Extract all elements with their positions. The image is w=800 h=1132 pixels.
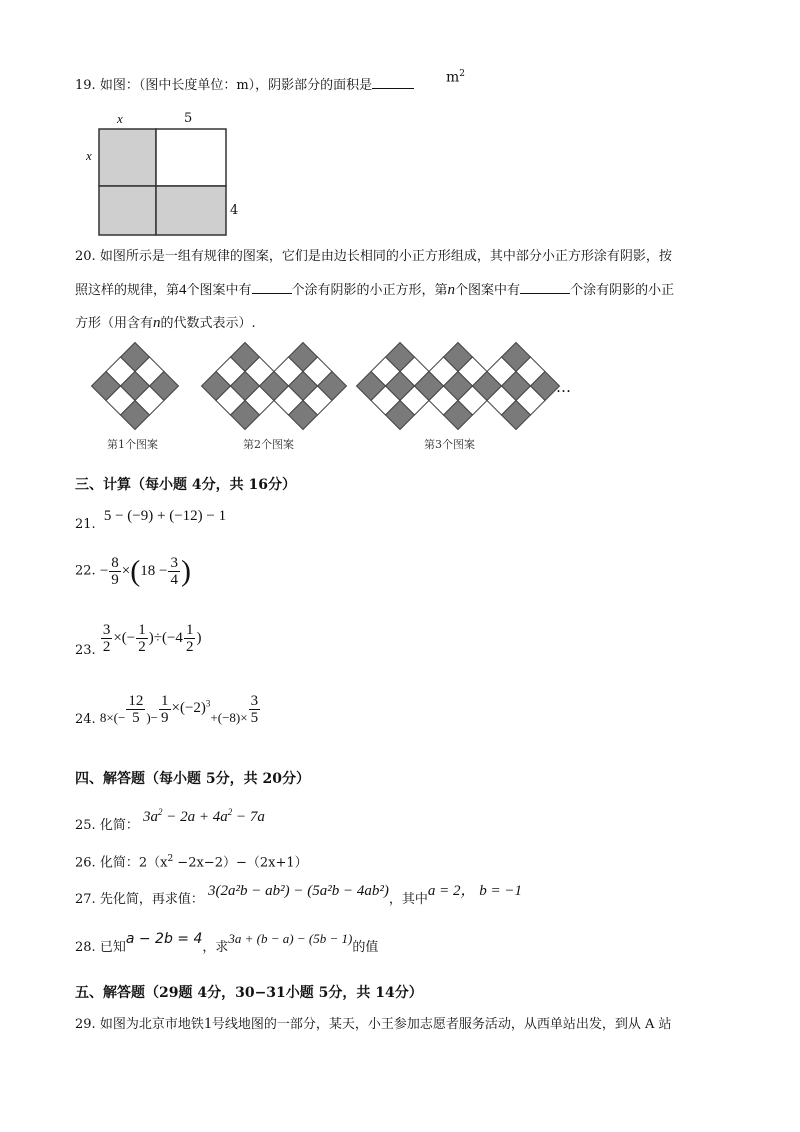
text: 如图为北京市地铁 [99, 1017, 204, 1032]
number-1: 1 [203, 1015, 212, 1032]
denominator: 2 [185, 639, 194, 655]
answer-blank [252, 281, 292, 294]
exponent: 3 [205, 699, 211, 710]
term: − 2a + 4a [162, 809, 228, 825]
numerator: 12 [128, 693, 144, 709]
fraction [159, 693, 171, 726]
numerator: 3 [102, 622, 111, 638]
caption-pattern-1: 第1个图案 [107, 438, 158, 451]
question-number: 27. [75, 892, 96, 907]
variable-n: n [153, 315, 161, 331]
question-26 [75, 850, 308, 872]
numerator: 3 [170, 555, 178, 571]
operator: ) [196, 629, 202, 646]
q20-pattern-figure [90, 340, 590, 432]
question-20-line3 [75, 314, 256, 333]
text: 个涂有阴影的小正方形，第 [291, 283, 448, 298]
denominator: 2 [102, 639, 111, 655]
text: 个涂有阴影的小正 [570, 283, 675, 298]
question-number: 26. [75, 855, 96, 871]
section-3-title: 三、计算（每小题 4分，共 16分） [75, 477, 296, 493]
text: 的代数式表示）. [160, 316, 256, 331]
label: ，求 [202, 940, 229, 955]
label: 的值 [352, 940, 379, 955]
given-equation: a − 2b = 4 [125, 931, 203, 947]
unit-label [446, 65, 465, 87]
label-x-left: x [86, 148, 92, 163]
section-5-title: 五、解答题（29题 4分，30−31小题 5分，共 14分） [75, 985, 423, 1001]
exponent: 2 [167, 854, 174, 864]
denominator: 5 [132, 710, 140, 726]
text: 号线地图的一部分，某天，小王参加志愿者服务活动，从西单站出发，到从 A 站 [211, 1017, 672, 1032]
denominator: 9 [111, 572, 119, 588]
question-20-line2 [75, 281, 674, 300]
answer-blank [520, 281, 570, 294]
expression: 3a + (b − a) − (5b − 1) [228, 931, 353, 946]
question-23 [75, 622, 201, 666]
question-number: 25. [75, 818, 96, 833]
number-4: 4 [179, 282, 187, 298]
paren-close: ) [180, 554, 191, 588]
section-4-title: 四、解答题（每小题 5分，共 20分） [75, 771, 310, 787]
question-stem: 如图所示是一组有规律的图案，它们是由边长相同的小正方形组成，其中部分小正方形涂有阴影，按 [99, 249, 672, 264]
fraction [109, 555, 121, 588]
label: 化简：2（x [99, 855, 168, 871]
shaded-rect-bottom-left [99, 186, 156, 235]
numerator: 1 [161, 693, 169, 709]
unit-m: m [446, 69, 460, 86]
pattern-1-block-1 [92, 343, 179, 430]
fraction [184, 622, 196, 655]
denominator: 2 [138, 639, 146, 655]
exponent: 2 [157, 807, 163, 817]
fraction [126, 693, 145, 726]
expression: −2x−2）−（2x+1） [173, 855, 308, 871]
question-number: 20. [75, 249, 96, 264]
answer-blank [372, 76, 414, 89]
question-stem: 如图：（图中长度单位：m），阴影部分的面积是 [99, 78, 373, 93]
question-number: 22. [75, 563, 96, 579]
text: 个图案中有 [455, 283, 521, 298]
shaded-square-top-left [99, 129, 156, 186]
question-number: 29. [75, 1017, 96, 1032]
question-27 [75, 882, 522, 907]
label-x-top: x [117, 111, 123, 126]
question-20-line1 [75, 248, 672, 266]
fraction [249, 693, 261, 726]
question-24 [75, 693, 261, 741]
exponent: 2 [227, 807, 233, 817]
operator: ×(−2) [171, 700, 206, 717]
ellipsis: … [556, 378, 571, 396]
numerator: 8 [111, 555, 119, 571]
label: 先化简，再求值： [99, 892, 204, 907]
question-number: 23. [75, 642, 96, 658]
operator: )÷(−4 [148, 629, 183, 646]
expression: 3(2a²b − ab²) − (5a²b − 4ab²) [207, 883, 389, 899]
question-21 [75, 507, 226, 534]
text: 个图案中有 [186, 283, 252, 298]
q19-area-figure [80, 105, 255, 265]
operator: ×(− [113, 629, 136, 646]
question-number: 28. [75, 940, 96, 955]
text: 照这样的规律，第 [75, 283, 180, 298]
label-5: 5 [184, 111, 193, 126]
caption-pattern-3: 第3个图案 [424, 438, 475, 451]
label-4: 4 [230, 203, 239, 218]
question-28 [75, 930, 379, 955]
pattern-2-block-2 [260, 343, 347, 430]
paren-open: ( [130, 554, 141, 588]
label: ，其中 [388, 892, 428, 907]
pattern-3-block-3 [473, 343, 560, 430]
term: 3a [142, 809, 158, 825]
denominator: 5 [250, 710, 259, 726]
whole-number: 18 − [140, 562, 168, 579]
question-25 [75, 803, 265, 833]
white-rect-top-right [156, 129, 226, 186]
shaded-rect-bottom-right [156, 186, 226, 235]
label: 化简： [99, 818, 139, 833]
denominator: 9 [161, 710, 169, 726]
variable-n: n [447, 282, 456, 298]
label: 已知 [99, 940, 126, 955]
unit-exponent: 2 [459, 69, 466, 79]
operator: 8×(− [99, 710, 126, 726]
numerator: 1 [138, 622, 146, 638]
minus-sign: − [99, 562, 109, 579]
question-number: 24. [75, 711, 96, 727]
text: 方形（用含有 [75, 316, 154, 331]
question-22 [75, 555, 191, 599]
expression: 5 − (−9) + (−12) − 1 [103, 508, 227, 524]
condition: a = 2， b = −1 [427, 883, 522, 899]
operator: +(−8)× [210, 710, 248, 726]
expression [143, 809, 265, 825]
question-number: 21. [75, 517, 96, 532]
numerator: 3 [250, 693, 259, 709]
fraction [101, 622, 113, 655]
question-number: 19. [75, 78, 96, 93]
term: − 7a [232, 809, 265, 825]
caption-pattern-2: 第2个图案 [243, 438, 294, 451]
fraction [168, 555, 180, 588]
denominator: 4 [170, 572, 178, 588]
question-19-text [75, 76, 414, 95]
fraction [136, 622, 148, 655]
numerator: 1 [185, 622, 194, 638]
operator: )− [146, 710, 158, 726]
times-sign: × [121, 562, 131, 579]
question-29 [75, 1015, 672, 1034]
